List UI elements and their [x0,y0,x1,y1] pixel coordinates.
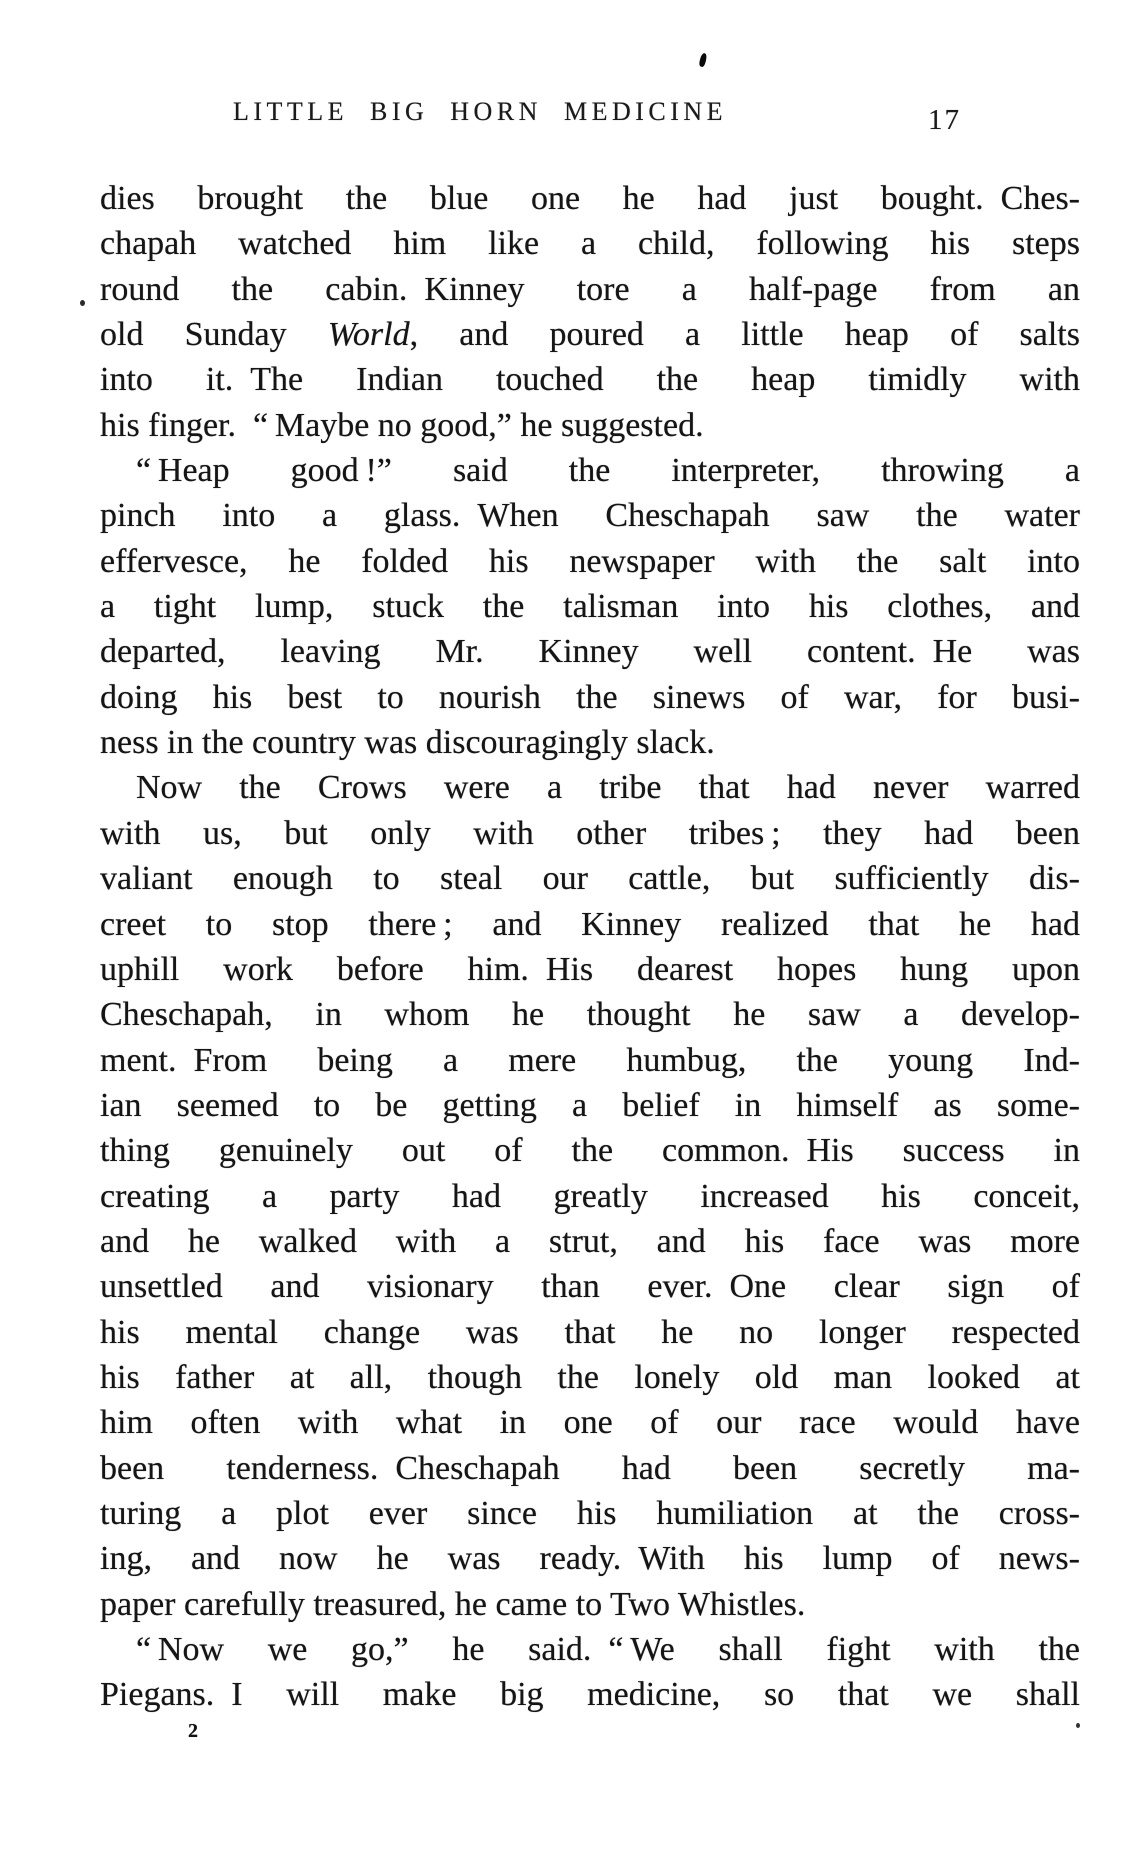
paragraph [100,176,1080,448]
text-line: paper carefully treasured, he came to Two Whistles. [100,1585,806,1623]
text-line: thing genuinely out of the common. His success in [100,1132,1080,1170]
text-line: his mental change was that he no longer respected [100,1313,1080,1351]
text-line: valiant enough to steal our cattle, but sufficiently dis- [100,860,1080,898]
text-line: round the cabin. Kinney tore a half-page from an [100,270,1080,308]
text-line: his father at all, though the lonely old man looked at [100,1358,1080,1396]
text-line: his finger. “ Maybe no good,” he suggested. [100,406,704,444]
text-segment: old Sunday [100,316,328,354]
text-line: departed, leaving Mr. Kinney well content. He was [100,633,1080,671]
text-segment: , and poured a little heap of salts [409,316,1080,354]
running-header-title: LITTLE BIG HORN MEDICINE [232,97,728,126]
paragraph [100,448,1080,765]
text-line: and he walked with a strut, and his face was more [100,1222,1080,1260]
margin-ink-dot-icon [80,300,85,306]
text-line: dies brought the blue one he had just bought. Ches- [100,180,1080,217]
text-line: unsettled and visionary than ever. One clear sign of [100,1268,1080,1306]
text-line: ness in the country was discouragingly slack. [100,724,715,762]
text-line: chapah watched him like a child, following his steps [100,225,1080,263]
signature-mark: 2 [188,1720,198,1742]
text-line: “ Now we go,” he said. “ We shall fight with the [136,1631,1080,1668]
page-number: 17 [928,104,961,136]
ink-speck-icon [1076,1723,1080,1728]
paragraph [100,765,1080,1627]
text-line: effervesce, he folded his newspaper with the salt into [100,542,1080,580]
text-line: doing his best to nourish the sinews of war, for busi- [100,678,1080,716]
text-line [100,312,1080,357]
paragraph [100,1627,1080,1718]
text-line: Piegans. I will make big medicine, so that we shall [100,1676,1080,1714]
text-line: been tenderness. Cheschapah had been secretly ma- [100,1449,1080,1487]
ink-speck-icon [698,52,707,67]
text-line: a tight lump, stuck the talisman into his clothes, and [100,588,1080,626]
text-line: uphill work before him. His dearest hopes hung upon [100,950,1080,988]
text-line: creating a party had greatly increased his conceit, [100,1177,1080,1215]
text-line: with us, but only with other tribes ; they had been [100,814,1080,852]
text-line: ing, and now he was ready. With his lump of news- [100,1540,1080,1578]
text-line: Now the Crows were a tribe that had never warred [136,769,1080,807]
page-body [100,176,1080,1718]
text-line: pinch into a glass. When Cheschapah saw the water [100,497,1080,535]
text-line: him often with what in one of our race would have [100,1404,1080,1442]
text-line: creet to stop there ; and Kinney realized that he had [100,905,1080,943]
text-line: Cheschapah, in whom he thought he saw a develop- [100,996,1080,1034]
text-line: turing a plot ever since his humiliation at the cross- [100,1494,1080,1532]
italic-word: World [327,316,410,354]
text-line: ian seemed to be getting a belief in himself as some- [100,1086,1080,1124]
text-line: “ Heap good !” said the interpreter, throwing a [136,452,1080,490]
text-line: into it. The Indian touched the heap timidly with [100,361,1080,399]
text-line: ment. From being a mere humbug, the young Ind- [100,1041,1080,1079]
